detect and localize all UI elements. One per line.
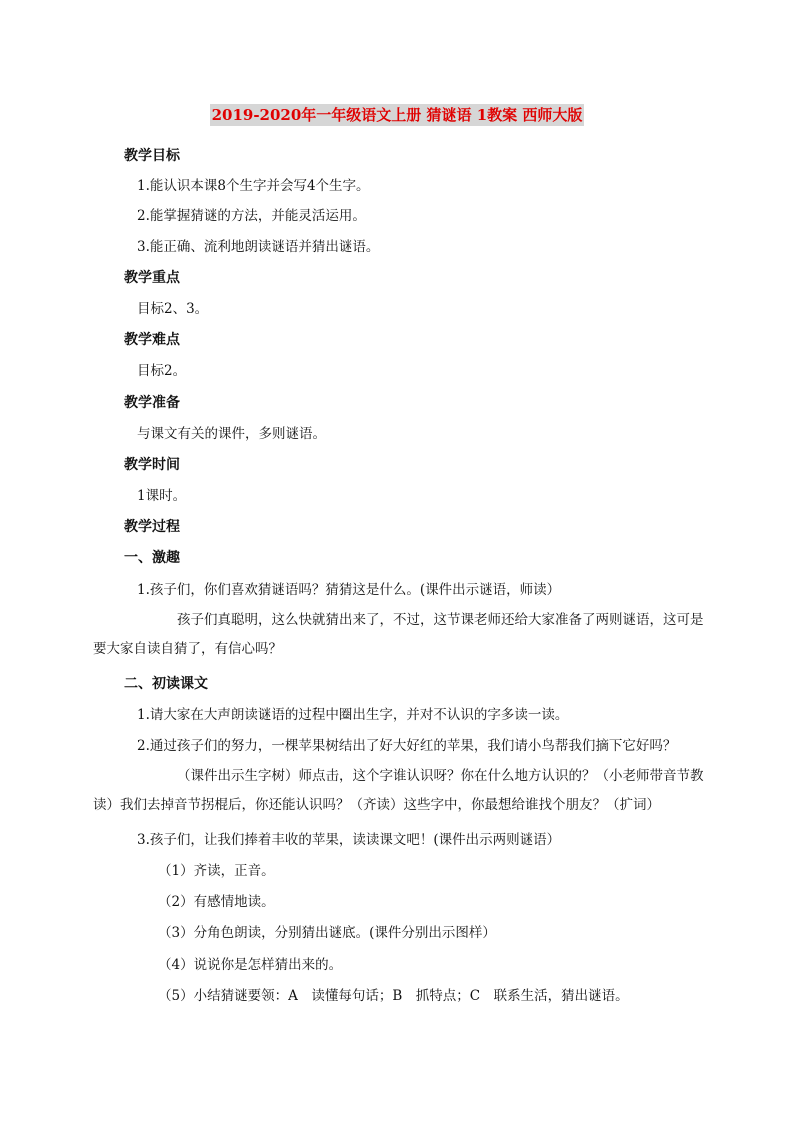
difficulties-text: 目标2。	[137, 363, 187, 379]
process-part2-item1: 1.请大家在大声朗读谜语的过程中圈出生字，并对不认识的字多读一读。	[137, 707, 569, 723]
process-part2-heading: 二、初读课文	[124, 676, 208, 692]
objective-item-2: 2.能掌握猜谜的方法，并能灵活运用。	[137, 208, 366, 224]
process-part2-paragraph: （课件出示生字树）师点击，这个字谁认识呀？你在什么地方认识的？（小老师带音节教读）我们去掉音节拐棍后，你还能认识吗？（齐读）这些字中，你最想给谁找个朋友？（扩词）	[93, 768, 704, 813]
process-subitem-5: （5）小结猜谜要领：A 读懂每句话；B 抓特点；C 联系生活，猜出谜语。	[158, 988, 629, 1004]
section-heading-time: 教学时间	[124, 457, 180, 473]
process-part2-item3: 3.孩子们，让我们捧着丰收的苹果，读读课文吧！(课件出示两则谜语）	[137, 832, 561, 848]
section-heading-process: 教学过程	[124, 519, 180, 535]
section-heading-difficulties: 教学难点	[124, 332, 180, 348]
section-heading-key-points: 教学重点	[124, 270, 180, 286]
preparation-text: 与课文有关的课件，多则谜语。	[137, 426, 326, 442]
section-heading-preparation: 教学准备	[124, 395, 180, 411]
process-part2-item2: 2.通过孩子们的努力，一棵苹果树结出了好大好红的苹果，我们请小鸟帮我们摘下它好吗？	[137, 738, 677, 754]
process-subitem-3: （3）分角色朗读，分别猜出谜底。(课件分别出示图样）	[158, 925, 496, 941]
process-part1-heading: 一、激趣	[124, 550, 180, 566]
document-title-text: 2019-2020年一年级语文上册 猜谜语 1教案 西师大版	[211, 106, 583, 124]
process-subitem-4: （4）说说你是怎样猜出来的。	[158, 957, 343, 973]
process-subitem-2: （2）有感情地读。	[158, 894, 275, 910]
document-title	[0, 104, 794, 126]
process-part1-paragraph: 孩子们真聪明，这么快就猜出来了，不过，这节课老师还给大家准备了两则谜语，这可是要大家自读自猜了，有信心吗？	[93, 612, 704, 657]
process-part1-item1: 1.孩子们，你们喜欢猜谜语吗？猜猜这是什么。(课件出示谜语，师读）	[137, 582, 561, 598]
objective-item-3: 3.能正确、流利地朗读谜语并猜出谜语。	[137, 239, 380, 255]
objective-item-1: 1.能认识本课8个生字并会写4个生字。	[137, 178, 370, 194]
time-text: 1课时。	[137, 488, 187, 504]
section-heading-objectives: 教学目标	[124, 148, 180, 164]
key-points-text: 目标2、3。	[137, 301, 209, 317]
process-subitem-1: （1）齐读，正音。	[158, 863, 275, 879]
